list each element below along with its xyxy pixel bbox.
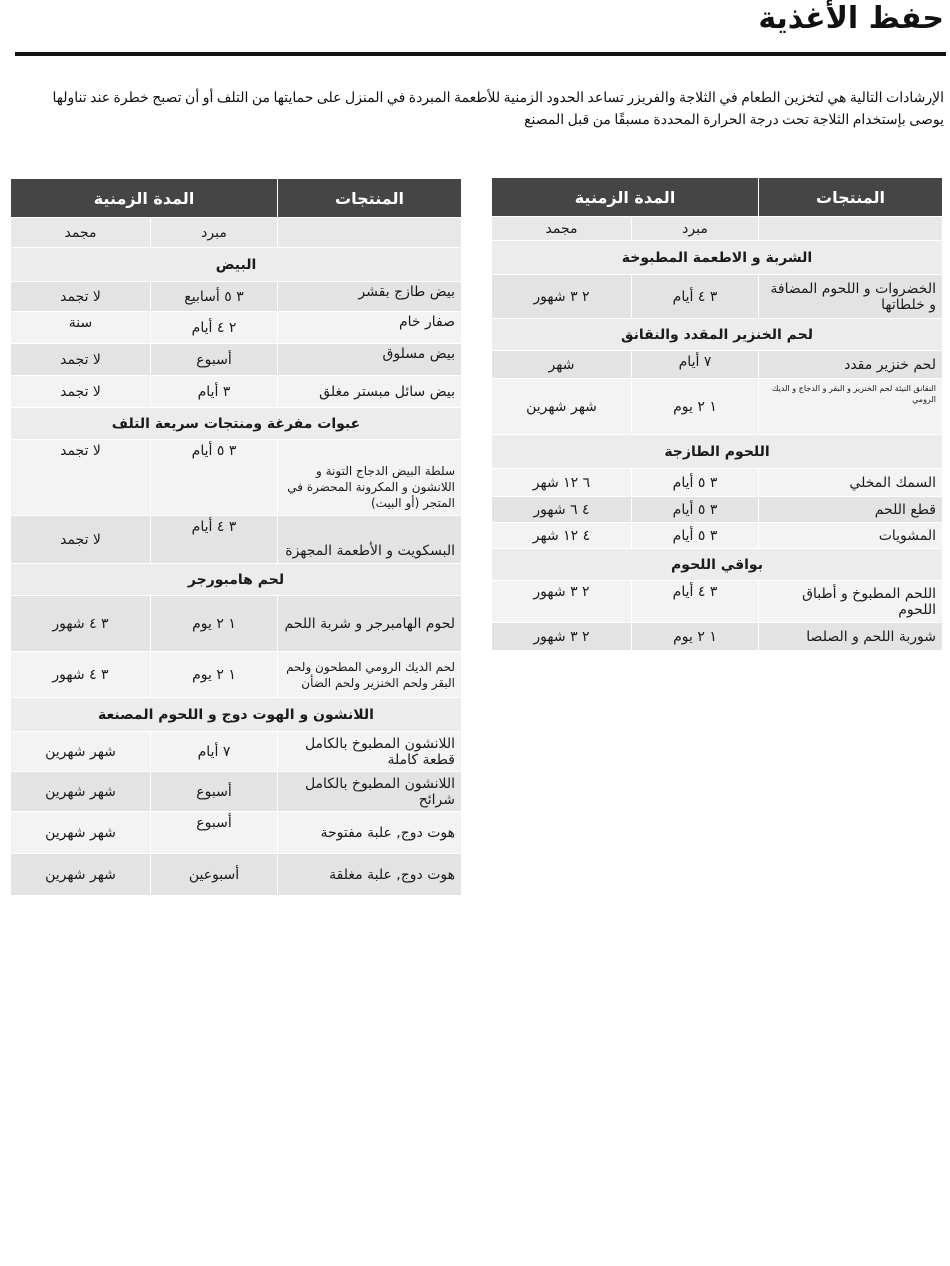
fridge-time-cell: ٣ أيام [151,376,278,408]
freezer-time-cell: ٦ ١٢ شهر [492,469,632,497]
subheader-blank [278,218,462,248]
table-body [11,248,462,896]
freezer-time-cell: لا تجمد [11,282,151,312]
fridge-time-cell: ١ ٢ يوم [632,623,759,651]
product-cell: بيض سائل مبستر مغلق [278,376,462,408]
section-heading: لحم الخنزير المقدد والنقانق [492,319,943,351]
freezer-time-cell: ٢ ٣ شهور [492,275,632,319]
freezer-time-cell: ٣ ٤ شهور [11,652,151,698]
fridge-time-cell: ٧ أيام [151,732,278,772]
fridge-time-cell: ٣ ٥ أسابيع [151,282,278,312]
fridge-time-cell: ٣ ٤ أيام [632,581,759,623]
fridge-time-cell: ٣ ٥ أيام [632,497,759,523]
product-cell: بيض طازج بقشر [278,282,462,312]
fridge-time-cell: ١ ٢ يوم [151,596,278,652]
intro-line: يوصى بإستخدام الثلاجة تحت درجة الحرارة المحددة مسبقًا من قبل المصنع [524,113,944,128]
fridge-time-cell: أسبوع [151,772,278,812]
subheader-freezer: مجمد [492,217,632,241]
freezer-time-cell: شهر شهرين [11,854,151,896]
fridge-time-cell: ٣ ٤ أيام [632,275,759,319]
fridge-time-cell: ٣ ٤ أيام [151,516,278,564]
freezer-time-cell: ٢ ٣ شهور [492,581,632,623]
column-header-time: المدة الزمنية [492,178,759,217]
product-cell: لحم خنزير مقدد [759,351,943,379]
fridge-time-cell: ٣ ٥ أيام [632,469,759,497]
freezer-time-cell: ٢ ٣ شهور [492,623,632,651]
fridge-time-cell: أسبوعين [151,854,278,896]
product-cell: الخضروات و اللحوم المضافة و خلطاتها [759,275,943,319]
product-cell: قطع اللحم [759,497,943,523]
fridge-time-cell: ٧ أيام [632,351,759,379]
product-cell: هوت دوج, علبة مفتوحة [278,812,462,854]
fridge-time-cell: ٣ ٥ أيام [151,440,278,516]
product-cell: اللحم المطبوخ و أطباق اللحوم [759,581,943,623]
product-cell: النقانق النيئة لحم الخنزير و البقر و الدجاج و الديك الرومي [759,379,943,435]
fridge-time-cell: أسبوع [151,812,278,854]
intro-line: الإرشادات التالية هي لتخزين الطعام في الثلاجة والفريزر تساعد الحدود الزمنية للأطعمة المبردة في المنزل على حمايتها من التلف أو أن تصبح خطرة عند تناولها [52,91,944,106]
product-cell: السمك المخلي [759,469,943,497]
freezer-time-cell: لا تجمد [11,440,151,516]
fridge-time-cell: ١ ٢ يوم [632,379,759,435]
section-heading: عبوات مفرغة ومنتجات سريعة التلف [11,408,462,440]
fridge-time-cell: ١ ٢ يوم [151,652,278,698]
section-heading: لحم هامبورجر [11,564,462,596]
storage-table-right [491,177,943,651]
product-cell: لحوم الهامبرجر و شربة اللحم [278,596,462,652]
freezer-time-cell: لا تجمد [11,516,151,564]
title-divider [15,52,946,56]
freezer-time-cell: لا تجمد [11,344,151,376]
section-heading: بواقي اللحوم [492,549,943,581]
freezer-time-cell: سنة [11,312,151,344]
page-title: حفظ الأغذية [758,1,944,36]
product-cell: لحم الديك الرومي المطحون ولحم البقر ولحم الخنزير ولحم الضأن [278,652,462,698]
column-header-products: المنتجات [759,178,943,217]
section-heading: اللحوم الطازجة [492,435,943,469]
freezer-time-cell: شهر شهرين [11,812,151,854]
fridge-time-cell: ٣ ٥ أيام [632,523,759,549]
fridge-time-cell: ٢ ٤ أيام [151,312,278,344]
freezer-time-cell: ٤ ١٢ شهر [492,523,632,549]
freezer-time-cell: شهر [492,351,632,379]
section-heading: اللانشون و الهوت دوج و اللحوم المصنعة [11,698,462,732]
freezer-time-cell: شهر شهرين [11,732,151,772]
product-cell: صفار خام [278,312,462,344]
fridge-time-cell: أسبوع [151,344,278,376]
product-cell: اللانشون المطبوخ بالكامل قطعة كاملة [278,732,462,772]
section-heading: الشربة و الاطعمة المطبوخة [492,241,943,275]
intro-text [40,88,944,132]
column-header-products: المنتجات [278,179,462,218]
storage-table-left [10,178,462,896]
product-cell: بيض مسلوق [278,344,462,376]
freezer-time-cell: ٤ ٦ شهور [492,497,632,523]
product-cell: المشويات [759,523,943,549]
product-cell: هوت دوج, علبة مغلقة [278,854,462,896]
product-cell: سلطة البيض الدجاج التونة و اللانشون و المكرونة المحضرة في المتجر (أو البيت) [278,440,462,516]
subheader-freezer: مجمد [11,218,151,248]
product-cell: شوربة اللحم و الصلصا [759,623,943,651]
freezer-time-cell: لا تجمد [11,376,151,408]
freezer-time-cell: ٣ ٤ شهور [11,596,151,652]
subheader-fridge: مبرد [151,218,278,248]
table-body [492,241,943,651]
section-heading: البيض [11,248,462,282]
product-cell: اللانشون المطبوخ بالكامل شرائح [278,772,462,812]
column-header-time: المدة الزمنية [11,179,278,218]
freezer-time-cell: شهر شهرين [11,772,151,812]
product-cell: البسكويت و الأطعمة المجهزة [278,516,462,564]
subheader-fridge: مبرد [632,217,759,241]
freezer-time-cell: شهر شهرين [492,379,632,435]
subheader-blank [759,217,943,241]
